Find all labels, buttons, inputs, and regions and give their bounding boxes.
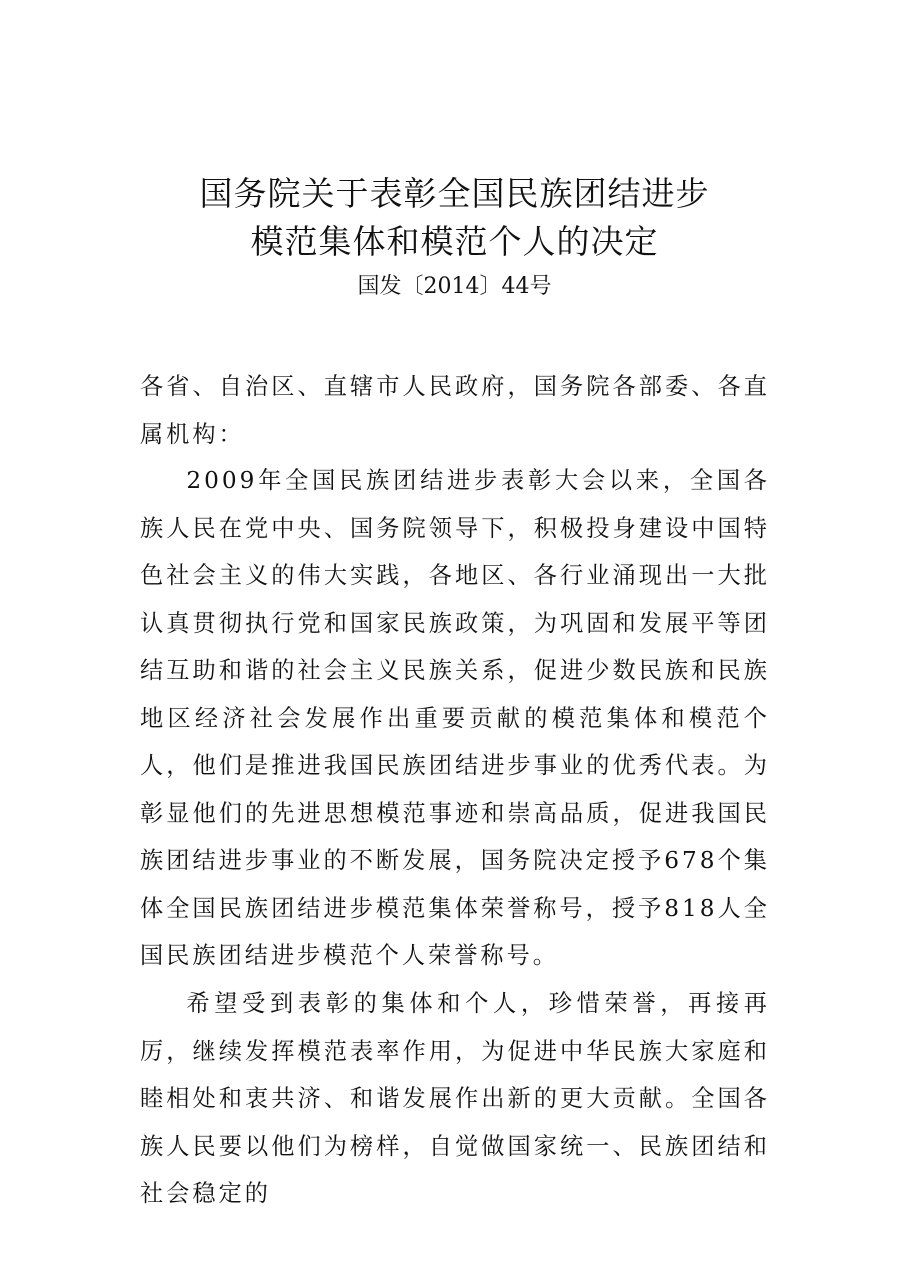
body-paragraph-1: 2009年全国民族团结进步表彰大会以来，全国各族人民在党中央、国务院领导下，积极投身建设中国特色社会主义的伟大实践，各地区、各行业涌现出一大批认真贯彻执行党和国家民族政策，为巩固和发展平等团结互助和谐的社会主义民族关系，促进少数民族和民族地区经济社会发展作出重要贡献的模范集体和模范个人，他们是推进我国民族团结进步事业的优秀代表。为彰显他们的先进思想模范事迹和崇高品质，促进我国民族团结进步事业的不断发展，国务院决定授予678个集体全国民族团结进步模范集体荣誉称号，授予818人全国民族团结进步模范个人荣誉称号。 <box>140 467 770 969</box>
document-title-line-1: 国务院关于表彰全国民族团结进步 <box>199 174 710 213</box>
salutation: 各省、自治区、直辖市人民政府，国务院各部委、各直属机构： <box>140 373 770 448</box>
document-title-line-2: 模范集体和模范个人的决定 <box>250 222 659 261</box>
body-paragraph-2: 希望受到表彰的集体和个人，珍惜荣誉，再接再厉，继续发挥模范表率作用，为促进中华民族大家庭和睦相处和衷共济、和谐发展作出新的更大贡献。全国各族人民要以他们为榜样，自觉做国家统一、民族团结和社会稳定的 <box>140 990 770 1207</box>
document-number: 国发〔2014〕44号 <box>357 274 552 299</box>
